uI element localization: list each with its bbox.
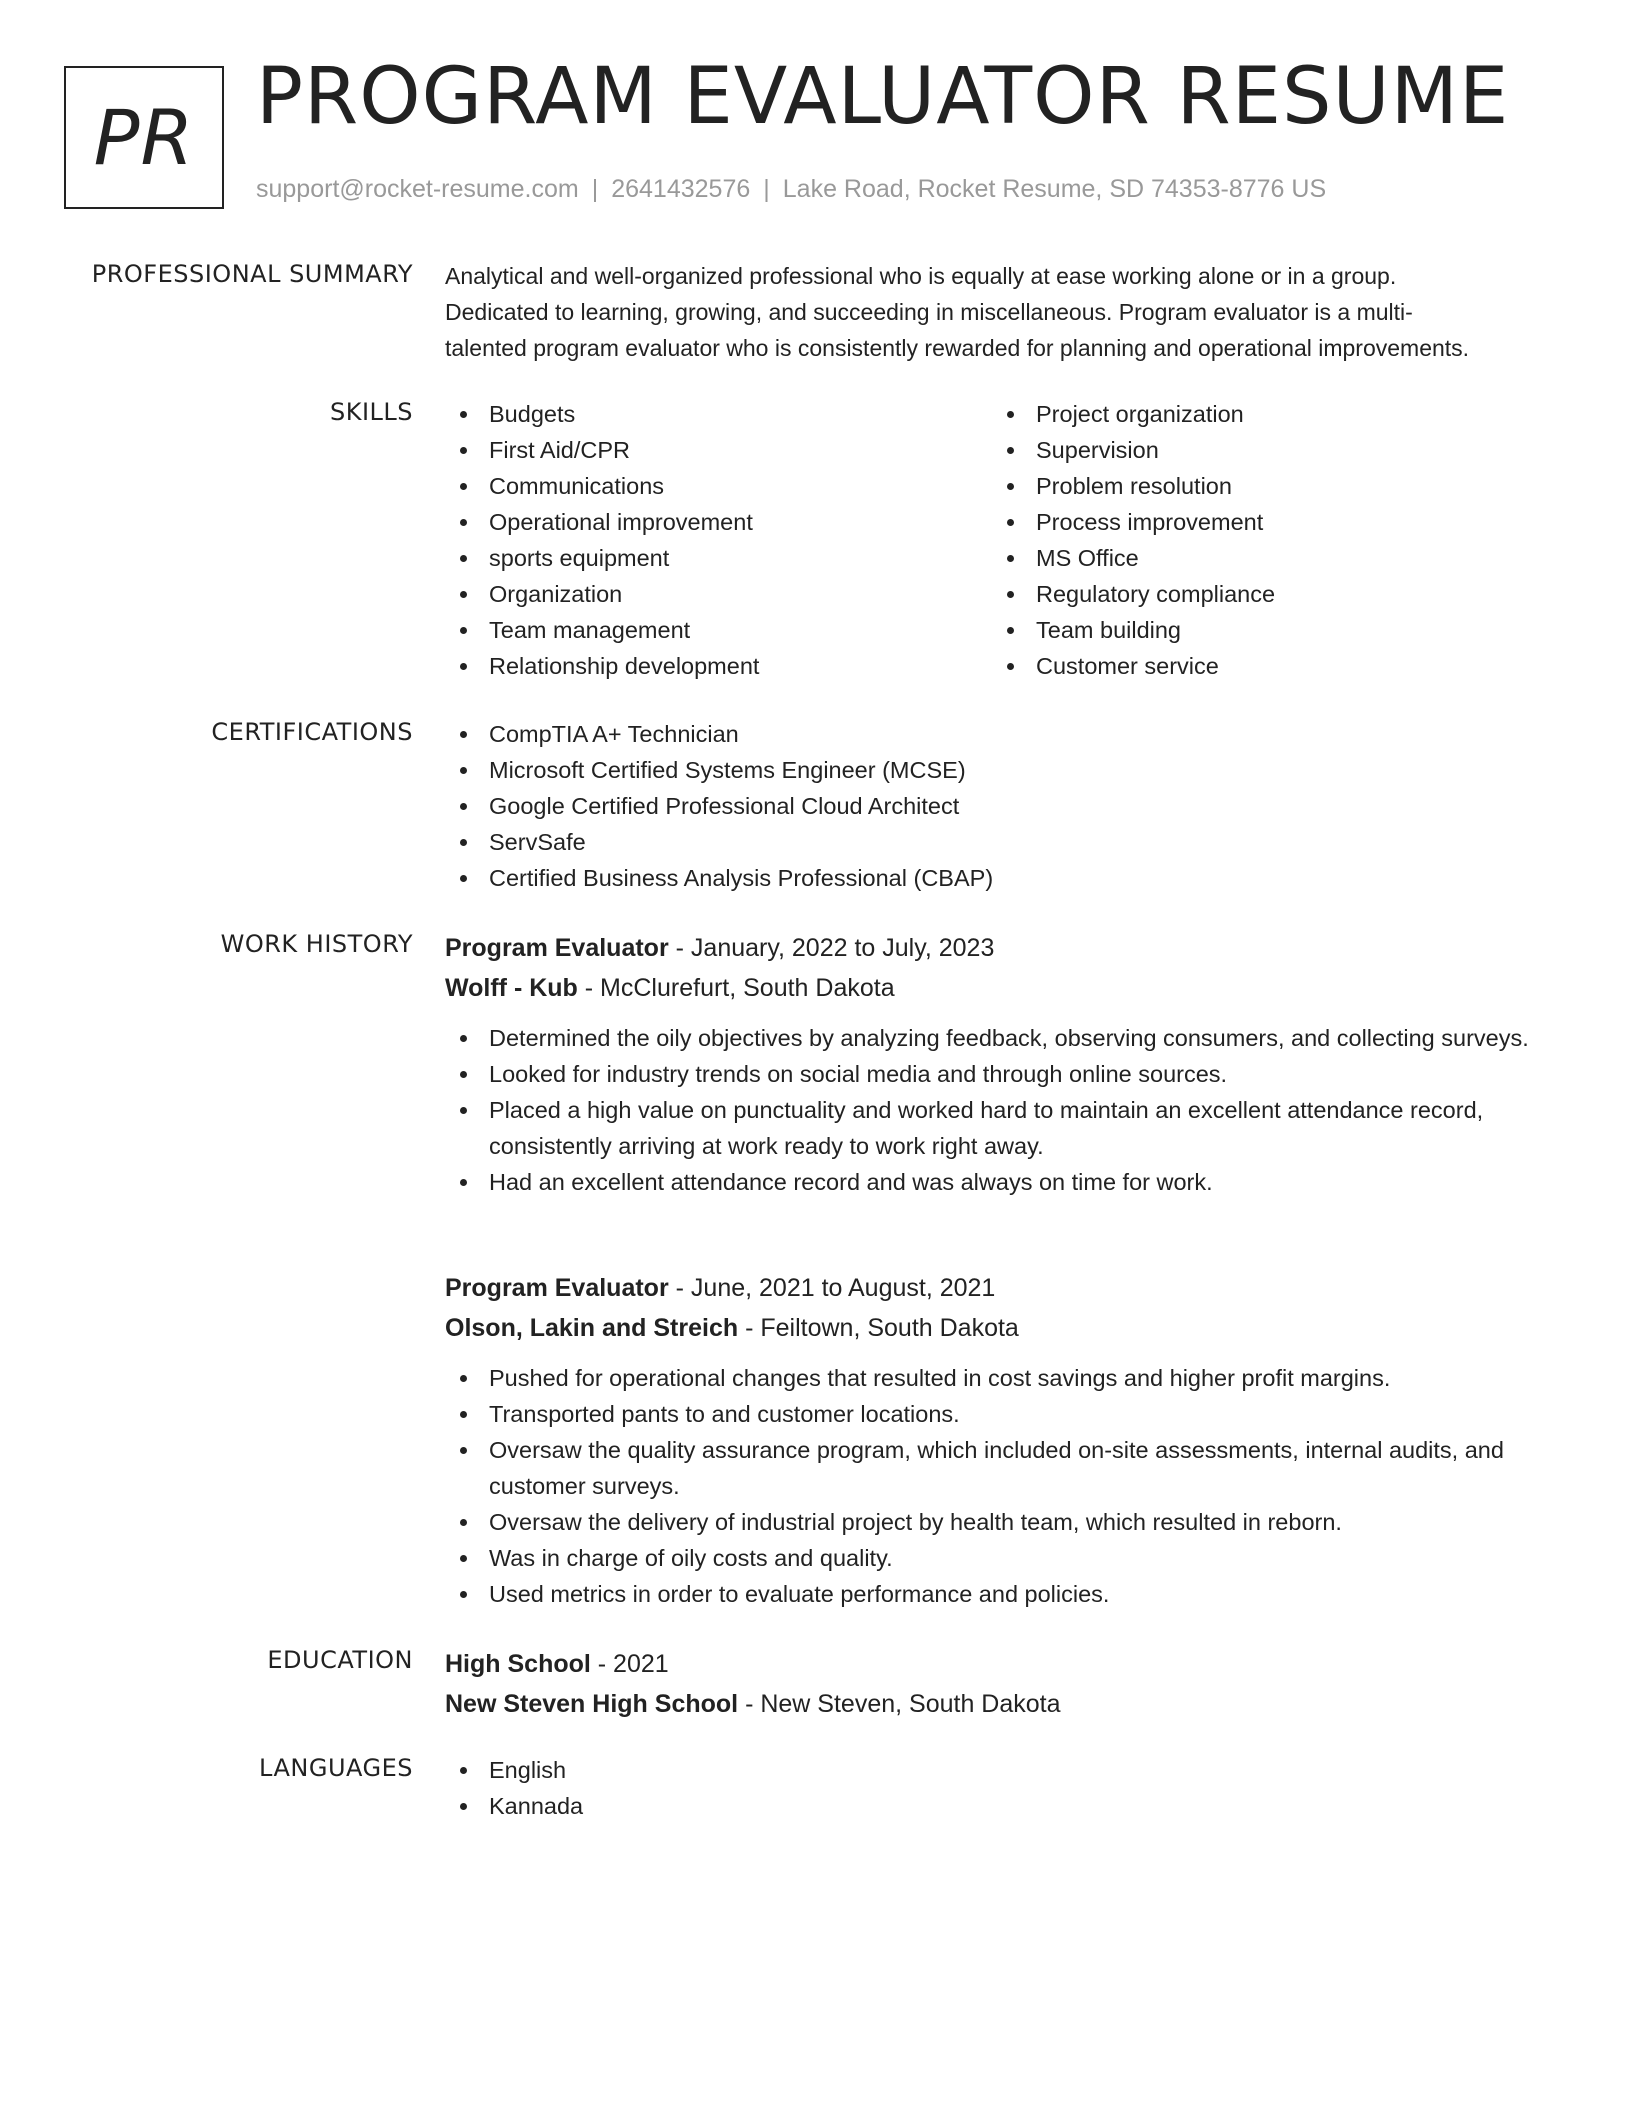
job-bullets	[445, 1020, 1555, 1200]
skill-item: Problem resolution	[992, 468, 1539, 504]
job-bullet: Oversaw the delivery of industrial project by health team, which resulted in reborn.	[445, 1504, 1555, 1540]
language-item: Kannada	[445, 1788, 1555, 1824]
job-dates: - June, 2021 to August, 2021	[675, 1274, 996, 1302]
job-location: - Feiltown, South Dakota	[745, 1314, 1019, 1342]
job-bullet: Pushed for operational changes that resulted in cost savings and higher profit margins.	[445, 1360, 1555, 1396]
summary-line: talented program evaluator who is consistently rewarded for planning and operational improvements.	[445, 335, 1470, 361]
contact-address: Lake Road, Rocket Resume, SD 74353-8776 US	[782, 175, 1327, 203]
skill-item: Organization	[445, 576, 992, 612]
skills-list	[445, 396, 1555, 684]
job-bullet: Was in charge of oily costs and quality.	[445, 1540, 1555, 1576]
job-entry	[445, 1268, 1555, 1612]
skills-column-right	[992, 396, 1539, 684]
job-bullet: Transported pants to and customer locations.	[445, 1396, 1555, 1432]
skill-item: Relationship development	[445, 648, 992, 684]
job-bullet: Determined the oily objectives by analyzing feedback, observing consumers, and collecting surveys.	[445, 1020, 1555, 1056]
monogram-logo: PR	[64, 66, 224, 209]
section-heading: EDUCATION	[267, 1646, 413, 1674]
job-entry	[445, 928, 1555, 1200]
job-location: - McClurefurt, South Dakota	[584, 974, 895, 1002]
skills-column-left	[445, 396, 992, 684]
job-dates: - January, 2022 to July, 2023	[675, 934, 995, 962]
summary-line: Analytical and well-organized professional who is equally at ease working alone or in a group.	[445, 263, 1397, 289]
skill-item: First Aid/CPR	[445, 432, 992, 468]
contact-separator: |	[763, 175, 770, 203]
education-entry	[445, 1644, 1555, 1724]
skill-item: Team building	[992, 612, 1539, 648]
job-company: Wolff - Kub	[445, 974, 578, 1002]
certification-item: Microsoft Certified Systems Engineer (MCSE)	[445, 752, 1555, 788]
certifications-list	[445, 716, 1555, 896]
certification-item: ServSafe	[445, 824, 1555, 860]
skill-item: Customer service	[992, 648, 1539, 684]
contact-email[interactable]: support@rocket-resume.com	[256, 175, 579, 203]
job-bullet: Looked for industry trends on social media and through online sources.	[445, 1056, 1555, 1092]
job-title-line	[445, 1268, 1555, 1308]
skill-item: Operational improvement	[445, 504, 992, 540]
job-company: Olson, Lakin and Streich	[445, 1314, 739, 1342]
education-school: New Steven High School	[445, 1690, 739, 1718]
certification-item: CompTIA A+ Technician	[445, 716, 1555, 752]
work-history-list	[445, 1268, 1555, 1612]
job-title-line	[445, 928, 1555, 968]
section-heading: CERTIFICATIONS	[211, 718, 413, 746]
education-degree-line	[445, 1644, 1555, 1684]
job-bullet: Had an excellent attendance record and was always on time for work.	[445, 1164, 1555, 1200]
certification-item: Certified Business Analysis Professional (CBAP)	[445, 860, 1555, 896]
skill-item: Process improvement	[992, 504, 1539, 540]
skill-item: Project organization	[992, 396, 1539, 432]
summary-line: Dedicated to learning, growing, and succeeding in miscellaneous. Program evaluator is a multi-	[445, 299, 1413, 325]
resume-title: PROGRAM EVALUATOR RESUME	[256, 52, 1510, 142]
work-history-list	[445, 928, 1555, 1200]
skill-item: Supervision	[992, 432, 1539, 468]
job-bullet: Placed a high value on punctuality and worked hard to maintain an excellent attendance record, consistently arriving at work ready to work right away.	[445, 1092, 1555, 1164]
section-heading: PROFESSIONAL SUMMARY	[91, 260, 413, 288]
job-bullet: Oversaw the quality assurance program, which included on-site assessments, internal audits, and customer surveys.	[445, 1432, 1555, 1504]
skill-item: Budgets	[445, 396, 992, 432]
contact-line	[256, 175, 1326, 204]
job-bullets	[445, 1360, 1555, 1612]
job-title: Program Evaluator	[445, 1274, 669, 1302]
contact-separator: |	[591, 175, 599, 203]
education-degree: High School	[445, 1650, 591, 1678]
certification-item: Google Certified Professional Cloud Architect	[445, 788, 1555, 824]
job-bullet: Used metrics in order to evaluate performance and policies.	[445, 1576, 1555, 1612]
section-heading: WORK HISTORY	[220, 930, 413, 958]
job-title: Program Evaluator	[445, 934, 669, 962]
job-company-line	[445, 1308, 1555, 1348]
skill-item: MS Office	[992, 540, 1539, 576]
education-school-line	[445, 1684, 1555, 1724]
summary-text	[445, 258, 1555, 366]
skill-item: Regulatory compliance	[992, 576, 1539, 612]
education-location: - New Steven, South Dakota	[745, 1690, 1061, 1718]
section-heading: LANGUAGES	[259, 1754, 413, 1782]
skill-item: sports equipment	[445, 540, 992, 576]
languages-list	[445, 1752, 1555, 1824]
skill-item: Team management	[445, 612, 992, 648]
section-heading: SKILLS	[329, 398, 413, 426]
contact-phone[interactable]: 2641432576	[611, 175, 751, 203]
education-year: - 2021	[597, 1650, 669, 1678]
skill-item: Communications	[445, 468, 992, 504]
job-company-line	[445, 968, 1555, 1008]
language-item: English	[445, 1752, 1555, 1788]
